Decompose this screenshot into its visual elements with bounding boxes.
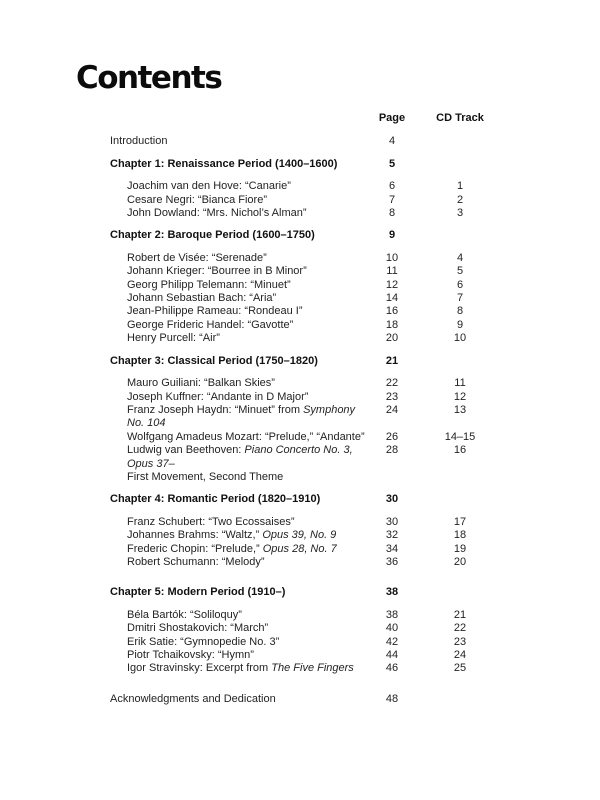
toc-entry-track: 1 bbox=[456, 180, 464, 193]
chapter-heading-text: Chapter 1: Renaissance Period (1400–1600) bbox=[110, 157, 338, 170]
toc-entry-text: Joseph Kuffner: “Andante in D Major” bbox=[127, 390, 309, 403]
toc-entry-track: 23 bbox=[453, 635, 467, 648]
toc-row bbox=[110, 404, 514, 431]
toc-entry-page: 48 bbox=[385, 692, 399, 705]
toc-row bbox=[110, 319, 514, 332]
toc-entry-track: 20 bbox=[453, 555, 467, 568]
toc-entry-track: 8 bbox=[456, 305, 464, 318]
table-of-contents bbox=[110, 112, 514, 706]
toc-entry-page: 4 bbox=[388, 135, 396, 148]
toc-entry-page: 16 bbox=[385, 305, 399, 318]
toc-row bbox=[110, 377, 514, 390]
toc-entry-page: 46 bbox=[385, 662, 399, 675]
toc-entry-text: Introduction bbox=[110, 135, 168, 148]
toc-row bbox=[110, 265, 514, 278]
toc-row-introduction bbox=[110, 135, 514, 148]
toc-entry-italic: Opus 39, No. 9 bbox=[262, 529, 337, 542]
toc-entry-track: 11 bbox=[454, 377, 466, 390]
toc-entry-page: 22 bbox=[385, 377, 399, 390]
toc-entry-page: 26 bbox=[385, 430, 399, 443]
toc-entry-text: Béla Bartók: “Soliloquy” bbox=[127, 608, 242, 621]
toc-entry-page: 38 bbox=[385, 608, 399, 621]
toc-entry-page: 8 bbox=[388, 207, 396, 220]
toc-entry-page: 6 bbox=[388, 180, 396, 193]
toc-row bbox=[110, 292, 514, 305]
toc-entry-page: 30 bbox=[385, 515, 399, 528]
toc-entry-page: 42 bbox=[385, 635, 399, 648]
toc-row bbox=[110, 609, 514, 622]
column-header-row bbox=[110, 112, 514, 125]
toc-entry-text: Johannes Brahms: “Waltz,” Opus 39, No. 9 bbox=[127, 529, 337, 542]
toc-row bbox=[110, 194, 514, 207]
toc-entry-track: 2 bbox=[456, 193, 464, 206]
toc-entry-italic: Symphony No. 104 bbox=[127, 403, 356, 430]
toc-row bbox=[110, 649, 514, 662]
toc-row bbox=[110, 279, 514, 292]
toc-entry-track: 9 bbox=[456, 318, 464, 331]
toc-entry-text: Robert de Visée: “Serenade” bbox=[127, 251, 267, 264]
toc-entry-text: Dmitri Shostakovich: “March” bbox=[127, 622, 269, 635]
toc-entry-track: 12 bbox=[453, 390, 467, 403]
toc-entry-text: Acknowledgments and Dedication bbox=[110, 692, 276, 705]
toc-row bbox=[110, 431, 514, 444]
toc-entry-page: 12 bbox=[385, 278, 399, 291]
toc-entry-page: 36 bbox=[385, 555, 399, 568]
toc-entry-page: 11 bbox=[386, 265, 398, 278]
toc-row bbox=[110, 180, 514, 193]
toc-entry-track: 6 bbox=[456, 278, 464, 291]
toc-entry-track: 7 bbox=[456, 292, 464, 305]
toc-row bbox=[110, 516, 514, 529]
toc-entry-text: Mauro Guiliani: “Balkan Skies” bbox=[127, 377, 275, 390]
toc-entry-track: 17 bbox=[453, 515, 467, 528]
toc-row bbox=[110, 207, 514, 220]
toc-entry-text: Frederic Chopin: “Prelude,” Opus 28, No. 7 bbox=[127, 542, 337, 555]
toc-row bbox=[110, 305, 514, 318]
toc-entry-text: Jean-Philippe Rameau: “Rondeau I” bbox=[127, 305, 303, 318]
toc-entry-text: Cesare Negri: “Bianca Fiore” bbox=[127, 193, 267, 206]
chapter-heading-text: Chapter 2: Baroque Period (1600–1750) bbox=[110, 229, 315, 242]
toc-entry-track: 18 bbox=[453, 529, 467, 542]
toc-entry-text: Wolfgang Amadeus Mozart: “Prelude,” “Andante” bbox=[127, 430, 365, 443]
chapter-heading bbox=[110, 158, 514, 171]
toc-entry-track: 14–15 bbox=[444, 430, 476, 443]
toc-row bbox=[110, 391, 514, 404]
toc-entry-page: 40 bbox=[385, 622, 399, 635]
toc-entry-track: 21 bbox=[453, 608, 467, 621]
toc-entry-text: Franz Schubert: “Two Ecossaises” bbox=[127, 515, 295, 528]
toc-row-acknowledgments bbox=[110, 693, 514, 706]
toc-entry-track: 16 bbox=[453, 444, 467, 457]
chapter-heading-text: Chapter 4: Romantic Period (1820–1910) bbox=[110, 493, 321, 506]
chapter-heading bbox=[110, 493, 514, 506]
column-header-cd-track: CD Track bbox=[436, 112, 484, 124]
toc-entry-text: Franz Joseph Haydn: “Minuet” from Symphony No. 104 bbox=[127, 403, 356, 430]
toc-entry-page: 14 bbox=[385, 292, 399, 305]
toc-entry-page: 24 bbox=[385, 403, 399, 416]
toc-entry-track: 10 bbox=[453, 332, 467, 345]
toc-entry-page: 28 bbox=[385, 444, 399, 457]
toc-entry-text: Robert Schumann: “Melody” bbox=[127, 555, 265, 568]
toc-row bbox=[110, 622, 514, 635]
toc-row bbox=[110, 636, 514, 649]
toc-entry-track: 22 bbox=[453, 622, 467, 635]
toc-entry-track: 13 bbox=[453, 403, 467, 416]
chapter-heading bbox=[110, 229, 514, 242]
toc-entry-text: Johann Sebastian Bach: “Aria” bbox=[127, 292, 277, 305]
toc-entry-page: 23 bbox=[385, 390, 399, 403]
toc-entry-text: Erik Satie: “Gymnopedie No. 3” bbox=[127, 635, 280, 648]
toc-entry-track: 19 bbox=[453, 542, 467, 555]
chapter-page: 30 bbox=[385, 493, 399, 506]
toc-entry-track: 25 bbox=[453, 662, 467, 675]
page-title: Contents bbox=[76, 60, 222, 96]
toc-row bbox=[110, 662, 514, 675]
chapter-page: 5 bbox=[388, 157, 396, 170]
toc-entry-text: Joachim van den Hove: “Canarie” bbox=[127, 180, 291, 193]
chapter-page: 21 bbox=[385, 354, 399, 367]
toc-entry-page: 44 bbox=[385, 649, 399, 661]
chapter-heading bbox=[110, 355, 514, 368]
toc-entry-page: 7 bbox=[388, 193, 396, 206]
chapter-page: 38 bbox=[385, 586, 399, 599]
toc-entry-track: 4 bbox=[456, 251, 464, 264]
toc-entry-page: 20 bbox=[385, 332, 399, 345]
toc-entry-italic: The Five Fingers bbox=[271, 662, 354, 675]
toc-row bbox=[110, 252, 514, 265]
toc-entry-page: 34 bbox=[385, 542, 399, 555]
toc-entry-text-line2: First Movement, Second Theme bbox=[127, 470, 284, 483]
toc-row bbox=[110, 543, 514, 556]
toc-entry-text: Ludwig van Beethoven: Piano Concerto No. 3, Opus 37– bbox=[127, 444, 353, 470]
chapter-page: 9 bbox=[388, 229, 396, 242]
toc-entry-track: 5 bbox=[456, 265, 464, 278]
chapter-heading-text: Chapter 3: Classical Period (1750–1820) bbox=[110, 354, 318, 367]
toc-entry-text: John Dowland: “Mrs. Nichol’s Alman” bbox=[127, 207, 307, 220]
toc-entry-text: Piotr Tchaikovsky: “Hymn” bbox=[127, 649, 254, 661]
chapter-heading-text: Chapter 5: Modern Period (1910–) bbox=[110, 586, 286, 599]
toc-entry-text: Henry Purcell: “Air” bbox=[127, 332, 220, 345]
toc-entry-text: George Frideric Handel: “Gavotte” bbox=[127, 318, 294, 331]
toc-row bbox=[110, 444, 514, 471]
toc-entry-track: 3 bbox=[456, 207, 464, 220]
toc-row bbox=[110, 529, 514, 542]
toc-row bbox=[110, 556, 514, 569]
toc-row-continuation bbox=[110, 471, 514, 484]
toc-entry-page: 18 bbox=[385, 318, 399, 331]
toc-entry-page: 10 bbox=[385, 251, 399, 264]
column-header-page: Page bbox=[378, 112, 406, 124]
toc-entry-italic: Piano Concerto No. 3, Opus 37– bbox=[127, 444, 353, 470]
toc-row bbox=[110, 332, 514, 345]
chapter-heading bbox=[110, 586, 514, 599]
toc-entry-italic: Opus 28, No. 7 bbox=[262, 542, 337, 555]
toc-entry-text: Igor Stravinsky: Excerpt from The Five Fingers bbox=[127, 662, 354, 675]
toc-entry-text: Georg Philipp Telemann: “Minuet” bbox=[127, 278, 291, 291]
toc-entry-page: 32 bbox=[385, 529, 399, 542]
toc-entry-track: 24 bbox=[453, 649, 467, 661]
toc-entry-text: Johann Krieger: “Bourree in B Minor” bbox=[127, 265, 307, 278]
